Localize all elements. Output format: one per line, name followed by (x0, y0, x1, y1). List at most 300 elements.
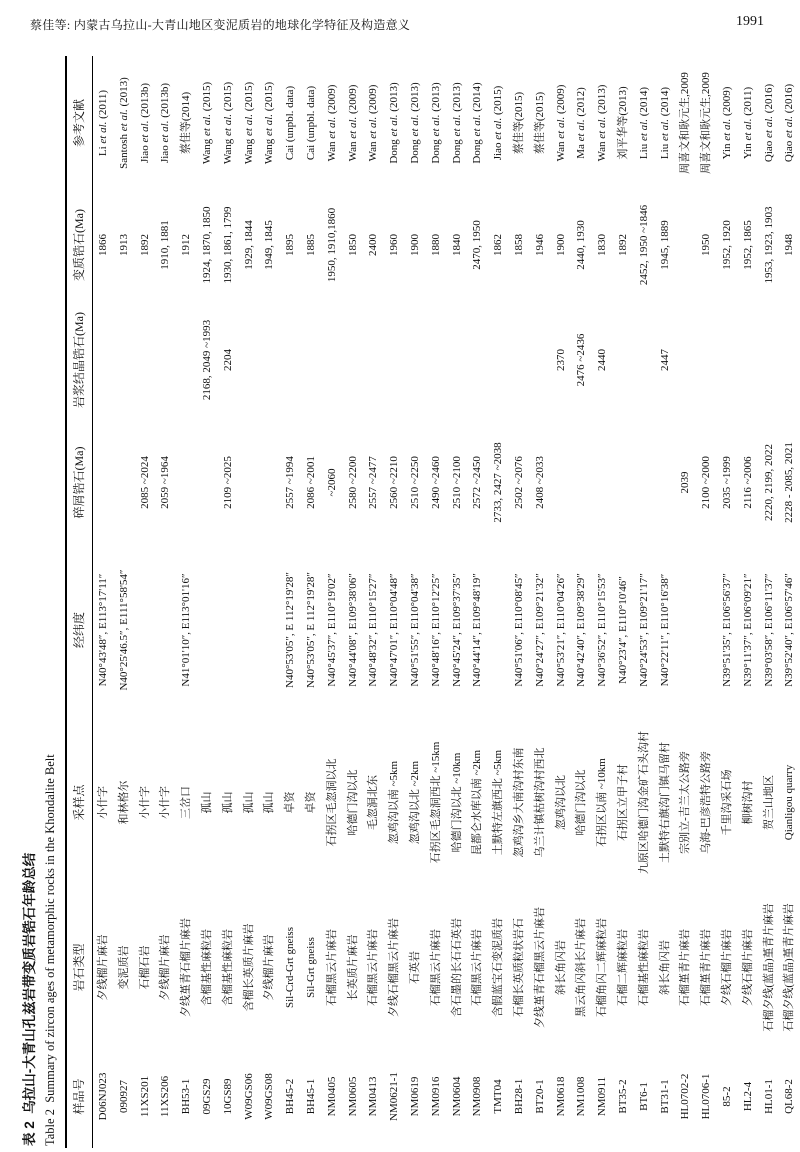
cell-detrital-zircon-ma: 2035 ~1999 (720, 456, 733, 509)
column-header-detrital-zircon-ma: 碎屑锆石(Ma) (66, 420, 93, 545)
cell-reference: Yin et al. (2011) (741, 86, 754, 160)
table-title-en: Table 2 Summary of zircon ages of metamorphic rocks in the Khondalite Belt (43, 754, 57, 1146)
cell-sample-id: 11XS206 (159, 1075, 172, 1118)
cell-reference: Dong et al. (2014) (471, 82, 484, 164)
cell-metamorphic-zircon-ma: 1930, 1861, 1799 (221, 206, 234, 284)
cell-magmatic-zircon-ma (488, 300, 509, 420)
cell-coordinates: N40°44'08″, E109°38'06″ (346, 573, 359, 687)
cell-sample-id: 090927 (117, 1080, 130, 1113)
cell-reference: Wan et al. (2009) (325, 84, 338, 162)
cell-sampling-site: 乌兰计镇枯树沟村西北 (533, 747, 546, 858)
cell-detrital-zircon-ma (655, 420, 676, 545)
cell-sample-id: 10GS89 (221, 1078, 234, 1115)
column-header-magmatic-zircon-ma: 岩浆结晶锆石(Ma) (66, 300, 93, 420)
table-row (613, 56, 634, 1148)
cell-sampling-site: 忽鸡沟以南 ~5km (388, 760, 401, 845)
cell-magmatic-zircon-ma (239, 300, 260, 420)
table-row (759, 56, 780, 1148)
cell-sampling-site: 卓资 (284, 791, 297, 814)
cell-reference: Wang et al. (2015) (200, 81, 213, 165)
cell-reference: Cai (unpbl. data) (284, 85, 297, 161)
cell-sampling-site: 忽鸡沟乡大南沟村东南 (512, 747, 525, 858)
cell-coordinates (696, 545, 717, 715)
cell-rock-type: 石榴角闪二辉麻粒岩 (596, 918, 609, 1017)
cell-rock-type: 石榴黑云片麻岩 (471, 929, 484, 1006)
rotated-table-block (18, 56, 796, 1148)
cell-metamorphic-zircon-ma: 1952, 1920 (720, 220, 733, 270)
cell-rock-type: Sil-Grt gneiss (304, 937, 317, 998)
table-row (155, 56, 176, 1148)
column-header-metamorphic-zircon-ma: 变质锆石(Ma) (66, 190, 93, 300)
cell-sample-id: HL0706-1 (700, 1073, 713, 1120)
cell-detrital-zircon-ma (613, 420, 634, 545)
table-title-zh: 表 2 乌拉山-大青山孔兹岩带变质岩锆石年龄总结 (22, 852, 37, 1146)
cell-reference: Wang et al. (2015) (263, 81, 276, 165)
page-number: 1991 (736, 14, 764, 29)
cell-magmatic-zircon-ma (155, 300, 176, 420)
cell-reference: Dong et al. (2013) (429, 82, 442, 164)
cell-metamorphic-zircon-ma: 1946 (533, 234, 546, 256)
cell-rock-type: 夕线堇青石榴黑云片麻岩 (533, 907, 546, 1028)
cell-reference: Liu et al. (2014) (637, 86, 650, 160)
cell-detrital-zircon-ma (176, 420, 197, 545)
cell-metamorphic-zircon-ma: 1862 (492, 234, 505, 256)
cell-rock-type: 含榴基性麻粒岩 (221, 929, 234, 1006)
cell-rock-type: 石榴夕线(蓝晶)堇青片麻岩 (783, 903, 796, 1032)
cell-sample-id: NM0619 (408, 1076, 421, 1117)
cell-coordinates: N40°43'48″, E113°17'11″ (97, 573, 109, 687)
cell-rock-type: 黑云角闪斜长片麻岩 (575, 918, 588, 1017)
cell-magmatic-zircon-ma (280, 300, 301, 420)
cell-sample-id: NM1008 (575, 1076, 588, 1117)
cell-magmatic-zircon-ma: 2370 (554, 349, 567, 371)
cell-magmatic-zircon-ma (343, 300, 364, 420)
cell-sample-id: BH53-1 (180, 1078, 193, 1115)
cell-coordinates (259, 545, 280, 715)
cell-detrital-zircon-ma: 2557 ~1994 (284, 456, 297, 509)
cell-detrital-zircon-ma: 2116 ~2006 (741, 456, 754, 509)
cell-metamorphic-zircon-ma: 2400 (367, 234, 380, 256)
cell-sampling-site: 石拐区毛忽洞以北 (325, 758, 338, 847)
cell-magmatic-zircon-ma (301, 300, 322, 420)
cell-sample-id: NM0604 (450, 1076, 463, 1117)
cell-sampling-site: 卓资 (304, 791, 317, 814)
cell-detrital-zircon-ma: ~2060 (325, 468, 338, 497)
cell-coordinates: N40°45'37″, E110°19'02″ (325, 573, 338, 687)
cell-coordinates (218, 545, 239, 715)
cell-coordinates: N39°52'40″, E106°57'46″ (783, 573, 796, 687)
cell-sample-id: BT20-1 (533, 1079, 546, 1114)
cell-sampling-site: 三岔口 (180, 786, 193, 819)
cell-detrital-zircon-ma (197, 420, 218, 545)
cell-metamorphic-zircon-ma: 1950, 1910,1860 (325, 207, 338, 283)
cell-rock-type: 含假蓝宝石变泥质岩 (492, 918, 505, 1017)
cell-detrital-zircon-ma (634, 420, 655, 545)
table-header-row (66, 56, 93, 1148)
cell-sampling-site: 孤山 (221, 791, 234, 814)
cell-reference: Dong et al. (2013) (450, 82, 463, 164)
cell-sampling-site: 乌海-巴彦浩特公路旁 (700, 751, 713, 854)
cell-sample-id: NM0908 (471, 1076, 484, 1117)
cell-rock-type: 夕线榴片麻岩 (159, 934, 172, 1001)
cell-metamorphic-zircon-ma: 1840 (450, 234, 463, 256)
cell-magmatic-zircon-ma (509, 300, 530, 420)
cell-detrital-zircon-ma: 2490 ~2460 (429, 456, 442, 509)
table-row (239, 56, 260, 1148)
table-row (447, 56, 468, 1148)
cell-detrital-zircon-ma (93, 420, 114, 545)
cell-rock-type: 夕线石榴片麻岩 (720, 929, 733, 1006)
column-header-sample-id: 样品号 (66, 1045, 93, 1148)
cell-sample-id: NM0618 (554, 1076, 567, 1117)
table-row (176, 56, 197, 1148)
cell-detrital-zircon-ma: 2220, 2199, 2022 (762, 444, 775, 521)
cell-sample-id: BH45-2 (284, 1078, 297, 1115)
table-row (779, 56, 800, 1148)
cell-sampling-site: Qianligou quarry (783, 764, 796, 841)
cell-sample-id: NM0621-1 (388, 1072, 401, 1121)
cell-metamorphic-zircon-ma: 1866 (97, 234, 109, 256)
table-row (218, 56, 239, 1148)
cell-reference: Qiao et al. (2016) (762, 83, 775, 163)
table-row (738, 56, 759, 1148)
cell-metamorphic-zircon-ma: 1880 (429, 234, 442, 256)
cell-metamorphic-zircon-ma: 1960 (388, 234, 401, 256)
cell-rock-type: 石榴二辉麻粒岩 (616, 929, 629, 1006)
cell-reference: Wan et al. (2009) (367, 84, 380, 162)
cell-detrital-zircon-ma: 2502 ~2076 (512, 456, 525, 509)
cell-rock-type: Sil-Crd-Grt gneiss (284, 927, 297, 1008)
cell-magmatic-zircon-ma (696, 300, 717, 420)
cell-sampling-site: 和林格尔 (117, 780, 130, 825)
cell-sampling-site: 石拐区毛忽洞西北 ~15km (429, 741, 442, 864)
table-row (135, 56, 156, 1148)
cell-sample-id: D06NJ023 (97, 1072, 109, 1121)
cell-reference: Cai (unpbl. data) (304, 85, 317, 161)
cell-magmatic-zircon-ma (363, 300, 384, 420)
cell-reference: Santosh et al. (2013) (117, 77, 130, 169)
cell-reference: Qiao et al. (2016) (783, 83, 796, 163)
cell-rock-type: 夕线榴片麻岩 (263, 934, 276, 1001)
cell-sampling-site: 哈德门沟以北 (346, 769, 359, 836)
cell-sample-id: NM0911 (596, 1076, 609, 1117)
cell-rock-type: 石榴基性麻粒岩 (637, 929, 650, 1006)
table-body (93, 56, 800, 1148)
cell-magmatic-zircon-ma: 2168, 2049 ~1993 (200, 319, 213, 401)
cell-rock-type: 夕线石榴黑云片麻岩 (388, 918, 401, 1017)
cell-coordinates (675, 545, 696, 715)
cell-detrital-zircon-ma: 2733, 2427 ~2038 (492, 442, 505, 523)
cell-reference: Jiao et al. (2013b) (159, 82, 172, 164)
table-row (530, 56, 551, 1148)
table-row (426, 56, 447, 1148)
cell-metamorphic-zircon-ma: 2470, 1950 (471, 220, 484, 270)
cell-reference: Wang et al. (2015) (242, 81, 255, 165)
cell-detrital-zircon-ma: 2086 ~2001 (304, 456, 317, 509)
cell-sample-id: NM0605 (346, 1076, 359, 1117)
cell-sample-id: HL0702-2 (679, 1073, 692, 1120)
cell-rock-type: 石榴堇青片麻岩 (700, 929, 713, 1006)
cell-reference: Wan et al. (2009) (554, 84, 567, 162)
cell-coordinates: N40°36'52″, E110°15'53″ (596, 573, 609, 687)
cell-sample-id: TMT04 (492, 1079, 505, 1114)
column-header-reference: 参考文献 (66, 56, 93, 190)
cell-detrital-zircon-ma: 2039 (679, 471, 692, 494)
cell-detrital-zircon-ma: 2228 - 2085, 2021 (783, 442, 796, 523)
cell-rock-type: 斜长角闪岩 (658, 940, 671, 995)
cell-magmatic-zircon-ma (114, 300, 135, 420)
cell-sampling-site: 小什字 (138, 786, 151, 819)
cell-detrital-zircon-ma (259, 420, 280, 545)
cell-detrital-zircon-ma: 2408 ~2033 (533, 456, 546, 509)
running-head (0, 14, 800, 38)
cell-coordinates: N40°47'01″, E110°04'48″ (388, 573, 401, 687)
cell-sampling-site: 毛忽洞北东 (367, 775, 380, 830)
cell-rock-type: 石英岩 (408, 951, 421, 984)
table-row (592, 56, 613, 1148)
cell-sampling-site: 昆都仑水库以南 ~2km (471, 749, 484, 856)
zircon-ages-table (65, 56, 800, 1148)
cell-metamorphic-zircon-ma: 1950 (700, 234, 713, 256)
cell-rock-type: 含榴长英质片麻岩 (242, 923, 255, 1012)
cell-coordinates: N40°25'46.5″, E111°58'54″ (117, 569, 130, 691)
cell-detrital-zircon-ma (114, 420, 135, 545)
cell-magmatic-zircon-ma: 2440 (596, 349, 609, 371)
cell-coordinates (239, 545, 260, 715)
cell-metamorphic-zircon-ma: 1945, 1889 (658, 220, 671, 270)
running-head-title: 蔡佳等: 内蒙古乌拉山-大青山地区变泥质岩的地球化学特征及构造意义 (30, 18, 411, 32)
cell-magmatic-zircon-ma (759, 300, 780, 420)
cell-coordinates: N39°11'37″, E106°09'21″ (741, 573, 754, 687)
cell-reference: 周喜文和耿元生,2009 (679, 72, 692, 174)
cell-sample-id: 09GS29 (200, 1078, 213, 1115)
cell-coordinates (135, 545, 156, 715)
cell-sampling-site: 柳树沟村 (741, 780, 754, 825)
cell-reference: Ma et al. (2012) (575, 87, 588, 159)
table-row (197, 56, 218, 1148)
cell-sample-id: HL2-4 (741, 1081, 754, 1112)
cell-coordinates (488, 545, 509, 715)
table-row (571, 56, 592, 1148)
cell-detrital-zircon-ma (571, 420, 592, 545)
cell-detrital-zircon-ma: 2580 ~2200 (346, 456, 359, 509)
cell-magmatic-zircon-ma: 2476 ~2436 (575, 333, 588, 387)
table-row (259, 56, 280, 1148)
table-row (509, 56, 530, 1148)
table-row (655, 56, 676, 1148)
cell-metamorphic-zircon-ma: 2440, 1930 (575, 220, 588, 270)
cell-metamorphic-zircon-ma: 1830 (596, 234, 609, 256)
cell-rock-type: 夕线堇青石榴片麻岩 (180, 918, 193, 1017)
cell-sampling-site: 石拐区以南 ~10km (596, 758, 609, 847)
table-row (551, 56, 572, 1148)
cell-coordinates: N40°23'4″, E110°10'46″ (616, 576, 629, 684)
cell-metamorphic-zircon-ma: 1895 (284, 234, 297, 256)
cell-reference: 蔡佳等(2014) (180, 91, 193, 155)
table-row (488, 56, 509, 1148)
cell-sample-id: 11XS201 (138, 1075, 151, 1118)
cell-sampling-site: 孤山 (242, 791, 255, 814)
cell-coordinates: N40°48'32″, E110°15'27″ (367, 573, 380, 687)
cell-coordinates: N40°51'06″, E110°08'45″ (512, 573, 525, 687)
cell-rock-type: 含石墨的长石石英岩 (450, 918, 463, 1017)
cell-sampling-site: 贺兰山地区 (762, 775, 775, 830)
cell-metamorphic-zircon-ma: 1850 (346, 234, 359, 256)
cell-reference: Wang et al. (2015) (221, 81, 234, 165)
cell-reference: Liu et al. (2014) (658, 86, 671, 160)
cell-metamorphic-zircon-ma: 1900 (408, 234, 421, 256)
table-row (384, 56, 405, 1148)
cell-magmatic-zircon-ma (467, 300, 488, 420)
cell-magmatic-zircon-ma: 2447 (658, 349, 671, 371)
cell-rock-type: 夕线石榴片麻岩 (741, 929, 754, 1006)
cell-sampling-site: 忽鸡沟以北 ~2km (408, 760, 421, 845)
column-header-sampling-site: 采样点 (66, 715, 93, 890)
table-row (363, 56, 384, 1148)
cell-sampling-site: 孤山 (200, 791, 213, 814)
cell-rock-type: 长英质片麻岩 (346, 934, 359, 1001)
cell-sample-id: W09GS06 (242, 1073, 255, 1120)
cell-magmatic-zircon-ma (738, 300, 759, 420)
table-row (675, 56, 696, 1148)
cell-metamorphic-zircon-ma: 1952, 1865 (741, 220, 754, 270)
table-row (717, 56, 738, 1148)
cell-magmatic-zircon-ma (405, 300, 426, 420)
table-row (634, 56, 655, 1148)
cell-sample-id: BT6-1 (637, 1082, 650, 1111)
column-header-coordinates: 经纬度 (66, 545, 93, 715)
cell-reference: 刘平华等(2013) (616, 86, 629, 160)
table-row (322, 56, 343, 1148)
cell-metamorphic-zircon-ma: 1948 (783, 234, 796, 256)
cell-magmatic-zircon-ma (530, 300, 551, 420)
cell-metamorphic-zircon-ma: 2452, 1950 ~1846 (637, 204, 650, 286)
cell-reference: Wan et al. (2013) (596, 84, 609, 162)
cell-detrital-zircon-ma: 2109 ~2025 (221, 456, 234, 509)
cell-sample-id: NM0413 (367, 1076, 380, 1117)
cell-reference: Li et al. (2011) (97, 89, 109, 157)
cell-rock-type: 石榴黑云片麻岩 (367, 929, 380, 1006)
cell-metamorphic-zircon-ma: 1885 (304, 234, 317, 256)
cell-magmatic-zircon-ma (322, 300, 343, 420)
cell-metamorphic-zircon-ma: 1949, 1845 (263, 220, 276, 270)
table-row (467, 56, 488, 1148)
cell-detrital-zircon-ma (551, 420, 572, 545)
cell-magmatic-zircon-ma (135, 300, 156, 420)
cell-coordinates (155, 545, 176, 715)
cell-rock-type: 石榴长英质粒状岩石 (512, 918, 525, 1017)
cell-sampling-site: 土默特左旗西北 ~5km (492, 749, 505, 856)
cell-metamorphic-zircon-ma: 1858 (512, 234, 525, 256)
cell-rock-type: 斜长角闪岩 (554, 940, 567, 995)
cell-reference: Wan et al. (2009) (346, 84, 359, 162)
cell-detrital-zircon-ma: 2085 ~2024 (138, 456, 151, 509)
cell-coordinates: N40°44'14″, E109°48'19″ (471, 573, 484, 687)
cell-metamorphic-zircon-ma: 1900 (554, 234, 567, 256)
cell-coordinates: N40°22'11″, E110°16'38″ (658, 573, 671, 687)
cell-detrital-zircon-ma: 2557 ~2477 (367, 456, 380, 509)
cell-magmatic-zircon-ma (93, 300, 114, 420)
cell-metamorphic-zircon-ma: 1929, 1844 (242, 220, 255, 270)
cell-coordinates: N40°48'16″, E110°12'25″ (429, 573, 442, 687)
cell-detrital-zircon-ma (239, 420, 260, 545)
cell-metamorphic-zircon-ma: 1912 (180, 234, 193, 256)
cell-magmatic-zircon-ma (384, 300, 405, 420)
cell-detrital-zircon-ma: 2510 ~2100 (450, 456, 463, 509)
cell-magmatic-zircon-ma (259, 300, 280, 420)
cell-sampling-site: 小什字 (159, 786, 172, 819)
cell-rock-type: 石榴堇青片麻岩 (679, 929, 692, 1006)
cell-detrital-zircon-ma: 2510 ~2250 (408, 456, 421, 509)
cell-sample-id: BT35-2 (616, 1079, 629, 1114)
table-row (114, 56, 135, 1148)
cell-coordinates: N40°51'55″, E110°04'38″ (408, 573, 421, 687)
cell-reference: Jiao et al. (2013b) (138, 82, 151, 164)
cell-sample-id: QL68-2 (783, 1079, 796, 1114)
cell-magmatic-zircon-ma (717, 300, 738, 420)
cell-magmatic-zircon-ma (675, 300, 696, 420)
cell-magmatic-zircon-ma (426, 300, 447, 420)
cell-reference: 周喜文和耿元生,2009 (700, 72, 713, 174)
cell-detrital-zircon-ma: 2560 ~2210 (388, 456, 401, 509)
table-row (696, 56, 717, 1148)
cell-metamorphic-zircon-ma (675, 190, 696, 300)
cell-magmatic-zircon-ma (779, 300, 800, 420)
cell-metamorphic-zircon-ma: 1910, 1881 (159, 220, 172, 270)
cell-coordinates: N40°53'05″, E 112°19'28″ (284, 572, 297, 688)
cell-metamorphic-zircon-ma: 1892 (138, 234, 151, 256)
cell-coordinates: N40°24'27″, E109°21'32″ (533, 573, 546, 687)
table-row (405, 56, 426, 1148)
cell-sampling-site: 哈德门沟以北 ~10km (450, 752, 463, 853)
cell-coordinates: N39°03'58″, E106°11'37″ (762, 573, 775, 687)
cell-detrital-zircon-ma: 2100 ~2000 (700, 456, 713, 509)
cell-sampling-site: 哈德门沟以北 (575, 769, 588, 836)
table-row (343, 56, 364, 1148)
cell-metamorphic-zircon-ma: 1913 (117, 234, 130, 256)
cell-coordinates: N41°01'10″, E113°01'16″ (180, 573, 193, 687)
cell-reference: 蔡佳等(2015) (512, 91, 525, 155)
cell-coordinates: N40°53'21″, E110°04'26″ (554, 573, 567, 687)
cell-coordinates: N39°51'35″, E106°56'37″ (720, 573, 733, 687)
cell-rock-type: 石榴黑云片麻岩 (429, 929, 442, 1006)
cell-coordinates: N40°45'24″, E109°37'35″ (450, 573, 463, 687)
cell-rock-type: 含榴基性麻粒岩 (200, 929, 213, 1006)
cell-magmatic-zircon-ma (613, 300, 634, 420)
cell-sample-id: BH45-1 (304, 1078, 317, 1115)
cell-coordinates (197, 545, 218, 715)
cell-metamorphic-zircon-ma: 1892 (616, 234, 629, 256)
cell-sampling-site: 忽鸡沟以北 (554, 775, 567, 830)
cell-rock-type: 变泥质岩 (117, 945, 130, 990)
cell-sampling-site: 宗别立-吉兰太公路旁 (679, 751, 692, 854)
cell-detrital-zircon-ma: 2572 ~2450 (471, 456, 484, 509)
cell-sampling-site: 千里沟采石场 (720, 769, 733, 836)
cell-magmatic-zircon-ma (447, 300, 468, 420)
cell-reference: Jiao et al. (2015) (492, 85, 505, 161)
cell-coordinates: N40°42'40″, E109°38'29″ (575, 573, 588, 687)
cell-rock-type: 石榴石岩 (138, 945, 151, 990)
table-row (280, 56, 301, 1148)
cell-coordinates: N40°53'05″, E 112°19'28″ (304, 572, 317, 688)
cell-sampling-site: 土默特右旗沟门镇马留村 (658, 742, 671, 863)
cell-metamorphic-zircon-ma: 1924, 1870, 1850 (200, 206, 213, 284)
cell-reference: Dong et al. (2013) (408, 82, 421, 164)
cell-sampling-site: 石拐区立甲子村 (616, 764, 629, 841)
table-row (301, 56, 322, 1148)
cell-magmatic-zircon-ma: 2204 (221, 349, 234, 371)
cell-sample-id: 85-2 (720, 1086, 733, 1107)
